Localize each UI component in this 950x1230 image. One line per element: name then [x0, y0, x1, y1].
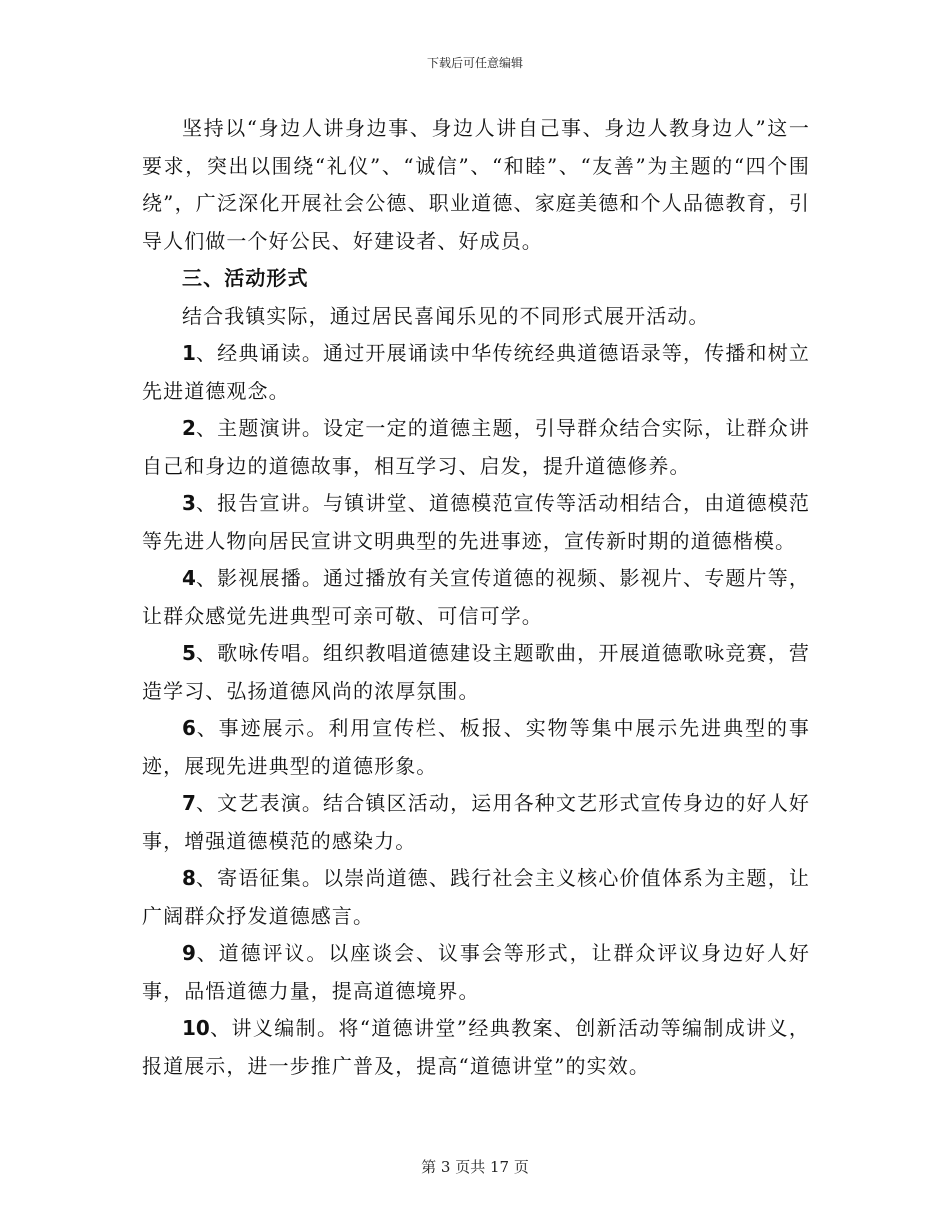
list-item [142, 560, 810, 635]
item-text: 、寄语征集。以崇尚道德、践行社会主义核心价值体系为主题，让广阔群众抒发道德感言。 [142, 866, 810, 928]
list-item [142, 860, 810, 935]
section-intro-paragraph: 结合我镇实际，通过居民喜闻乐见的不同形式展开活动。 [182, 303, 710, 328]
item-text: 、报告宣讲。与镇讲堂、道德模范宣传等活动相结合，由道德模范等先进人物向居民宣讲文明典型的先进事迹，宣传新时期的道德楷模。 [142, 491, 810, 553]
list-item [142, 1010, 810, 1085]
item-text: 、文艺表演。结合镇区活动，运用各种文艺形式宣传身边的好人好事，增强道德模范的感染力。 [142, 791, 810, 853]
item-text: 、经典诵读。通过开展诵读中华传统经典道德语录等，传播和树立先进道德观念。 [142, 341, 810, 403]
item-number: 2 [182, 416, 196, 440]
item-number: 9 [182, 941, 196, 965]
section-heading: 三、活动形式 [182, 266, 309, 290]
list-item [142, 935, 810, 1010]
item-number: 7 [182, 791, 196, 815]
item-number: 3 [182, 491, 196, 515]
item-text: 、道德评议。以座谈会、议事会等形式，让群众评议身边好人好事，品悟道德力量，提高道德境界。 [142, 941, 810, 1003]
list-item [142, 710, 810, 785]
item-text: 、讲义编制。将“道德讲堂”经典教案、创新活动等编制成讲义，报道展示，进一步推广普及，提高“道德讲堂”的实效。 [142, 1016, 810, 1078]
item-number: 5 [182, 641, 196, 665]
item-number: 8 [182, 866, 196, 890]
item-number: 10 [182, 1016, 210, 1040]
item-number: 1 [182, 341, 196, 365]
page-footer: 第 3 页共 17 页 [421, 1158, 529, 1176]
page-header: 下载后可任意编辑 [426, 56, 523, 70]
item-text: 、歌咏传唱。组织教唱道德建设主题歌曲，开展道德歌咏竞赛，营造学习、弘扬道德风尚的浓厚氛围。 [142, 641, 810, 703]
list-item [142, 635, 810, 710]
intro-paragraph: 坚持以“身边人讲身边事、身边人讲自己事、身边人教身边人”这一要求，突出以围绕“礼仪”、“诚信”、“和睦”、“友善”为主题的“四个围绕”，广泛深化开展社会公德、职业道德、家庭美德和个人品德教育，引导人们做一个好公民、好建设者、好成员。 [142, 116, 810, 253]
list-item [142, 410, 810, 485]
item-number: 4 [182, 566, 196, 590]
list-item [142, 335, 810, 410]
item-text: 、影视展播。通过播放有关宣传道德的视频、影视片、专题片等，让群众感觉先进典型可亲可敬、可信可学。 [142, 566, 810, 628]
item-text: 、事迹展示。利用宣传栏、板报、实物等集中展示先进典型的事迹，展现先进典型的道德形象。 [142, 716, 810, 778]
list-item [142, 785, 810, 860]
item-text: 、主题演讲。设定一定的道德主题，引导群众结合实际，让群众讲自己和身边的道德故事，相互学习、启发，提升道德修养。 [142, 416, 810, 478]
list-item [142, 485, 810, 560]
document-body [142, 110, 810, 1085]
item-number: 6 [182, 716, 196, 740]
